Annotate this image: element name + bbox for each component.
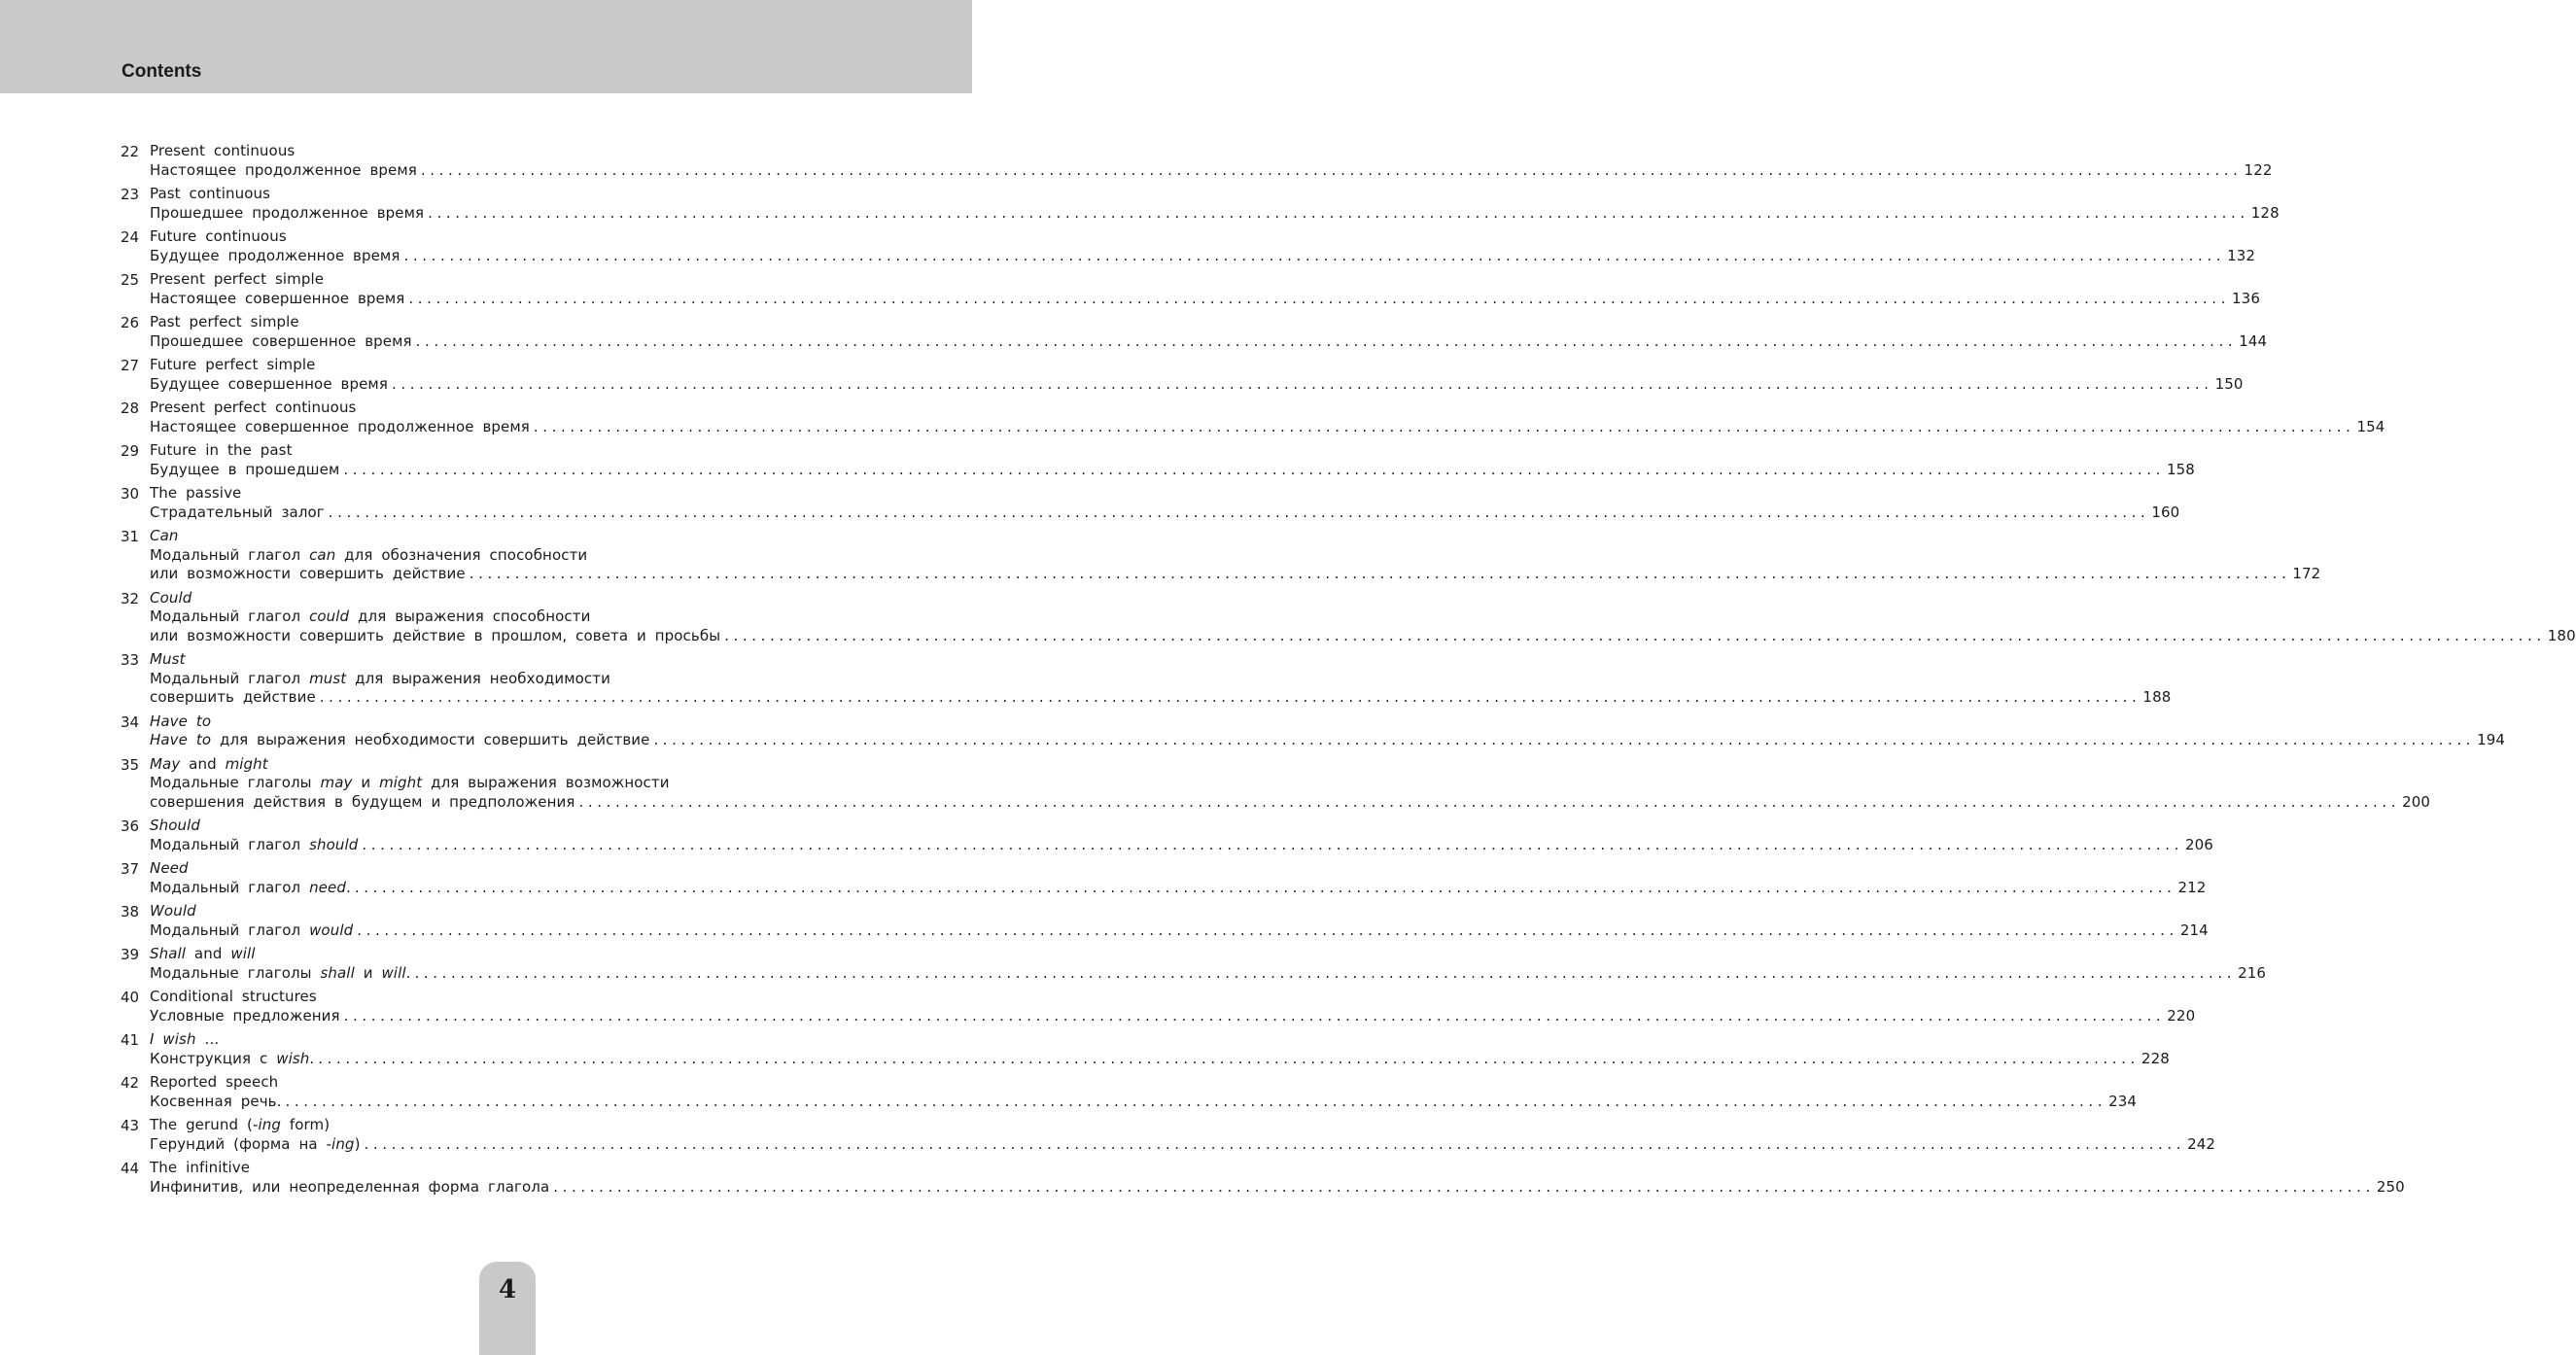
text-segment: Модальные глаголы — [150, 963, 321, 982]
chapter-description-line — [150, 731, 2505, 750]
chapter-description-line — [150, 374, 2244, 395]
text-segment: Future perfect simple — [150, 356, 316, 373]
dot-leader: ........................................................................................................................................................................................................ — [428, 203, 2249, 222]
italic-term: may — [320, 774, 353, 791]
chapter-subtitle-line — [150, 670, 892, 689]
page-reference: 160 — [2151, 503, 2180, 521]
text-segment: Модальный глагол — [150, 921, 310, 939]
chapter-number: 24 — [121, 228, 140, 246]
text-segment: . — [345, 878, 351, 896]
toc-entry — [121, 142, 2273, 180]
chapter-number: 28 — [121, 400, 140, 417]
text-segment: и — [354, 963, 382, 982]
text-segment: Будущее продолженное время — [150, 246, 400, 264]
chapter-title — [150, 142, 892, 161]
chapter-description-line — [150, 963, 2267, 984]
page-reference: 220 — [2167, 1006, 2196, 1025]
toc-entry — [121, 270, 2260, 308]
chapter-description-line — [150, 626, 2576, 646]
italic-term: Should — [150, 816, 201, 834]
dot-leader: ........................................................................................................................................................................................................ — [403, 246, 2226, 264]
chapter-description — [150, 879, 351, 898]
chapter-number: 32 — [121, 589, 140, 608]
chapter-number: 42 — [121, 1074, 140, 1092]
chapter-description — [150, 161, 417, 181]
page-number: 4 — [498, 1275, 517, 1304]
chapter-description-line — [150, 460, 2195, 480]
toc-entry — [121, 185, 2280, 223]
text-segment: для выражения способности — [349, 608, 591, 625]
chapter-title — [150, 755, 892, 775]
chapter-description — [150, 418, 530, 437]
chapter-title — [150, 816, 892, 836]
italic-term: can — [309, 545, 336, 564]
text-segment: Модальный глагол — [150, 608, 310, 625]
dot-leader: ........................................................................................................................................................................................................ — [364, 1134, 2186, 1153]
dot-leader: ........................................................................................................................................................................................................ — [318, 1049, 2140, 1067]
text-segment: для выражения возможности — [422, 774, 670, 791]
page-reference: 136 — [2232, 289, 2260, 307]
text-segment: совершения действия в будущем и предположения — [150, 792, 575, 811]
chapter-number: 44 — [121, 1160, 140, 1177]
page-reference: 212 — [2177, 878, 2207, 896]
page-reference: 228 — [2141, 1049, 2170, 1067]
chapter-description — [150, 461, 339, 480]
italic-term: will — [230, 945, 256, 962]
page-reference: 200 — [2402, 792, 2431, 811]
chapter-subtitle-line — [150, 774, 892, 793]
italic-term: Can — [150, 527, 179, 544]
chapter-number: 35 — [121, 755, 140, 774]
italic-term: wish — [276, 1049, 310, 1067]
text-segment: The passive — [150, 484, 242, 502]
italic-term: Must — [150, 650, 186, 668]
italic-term: would — [309, 921, 354, 939]
italic-term: -ing — [252, 1116, 281, 1133]
italic-term: Have to — [150, 712, 212, 730]
chapter-description — [150, 1050, 314, 1069]
toc-entry — [121, 650, 2172, 708]
page-reference: 234 — [2108, 1092, 2138, 1110]
text-segment: form) — [280, 1116, 331, 1133]
italic-term: could — [309, 608, 350, 625]
chapter-description — [150, 793, 574, 813]
chapter-number: 40 — [121, 989, 140, 1006]
chapter-description — [150, 964, 410, 984]
chapter-description-line — [150, 246, 2256, 266]
text-segment: Модальный глагол — [150, 669, 310, 687]
chapter-title — [150, 313, 892, 332]
dot-leader: ........................................................................................................................................................................................................ — [533, 417, 2355, 435]
chapter-description — [150, 688, 316, 708]
text-segment: для выражения необходимости — [346, 669, 610, 687]
toc-entry — [121, 1116, 2216, 1154]
chapter-description-line — [150, 921, 2209, 941]
chapter-description-line — [150, 1049, 2170, 1069]
toc-entry — [121, 527, 2321, 584]
text-segment: The gerund ( — [150, 1116, 253, 1133]
chapter-number: 25 — [121, 271, 140, 289]
chapter-description — [150, 836, 358, 855]
dot-leader: ........................................................................................................................................................................................................ — [420, 160, 2243, 179]
chapter-number: 23 — [121, 186, 140, 203]
chapter-description — [150, 731, 649, 750]
toc-entry — [121, 313, 2268, 351]
toc-entry — [121, 588, 2576, 646]
page-reference: 250 — [2376, 1177, 2405, 1196]
italic-term: will — [381, 963, 406, 982]
chapter-description-line — [150, 203, 2280, 224]
dot-leader: ........................................................................................................................................................................................................ — [362, 835, 2183, 853]
chapter-title — [150, 399, 892, 418]
text-segment: Past continuous — [150, 185, 271, 202]
toc-entry — [121, 816, 2213, 854]
chapter-title — [150, 484, 892, 504]
chapter-description — [150, 204, 424, 224]
table-of-contents — [121, 142, 2576, 1201]
chapter-description — [150, 1135, 361, 1155]
chapter-description-line — [150, 1006, 2196, 1026]
toc-entry — [121, 1030, 2170, 1068]
dot-leader: ........................................................................................................................................................................................................ — [724, 626, 2546, 644]
text-segment: Present continuous — [150, 142, 296, 159]
chapter-number: 39 — [121, 946, 140, 963]
dot-leader: ........................................................................................................................................................................................................ — [343, 460, 2166, 478]
page-reference: 158 — [2167, 460, 2195, 478]
chapter-number: 33 — [121, 651, 140, 669]
toc-entry — [121, 399, 2385, 436]
page-reference: 242 — [2187, 1134, 2216, 1153]
chapter-title — [150, 1073, 892, 1093]
page-reference: 154 — [2356, 417, 2385, 435]
dot-leader: ........................................................................................................................................................................................................ — [408, 289, 2231, 307]
chapter-description — [150, 1093, 281, 1112]
text-segment: Условные предложения — [150, 1006, 340, 1025]
text-segment: Future in the past — [150, 441, 293, 459]
dot-leader: ........................................................................................................................................................................................................ — [343, 1006, 2166, 1025]
text-segment: . — [405, 963, 411, 982]
dot-leader: ........................................................................................................................................................................................................ — [415, 331, 2238, 350]
italic-term: need — [309, 878, 346, 896]
text-segment: Будущее совершенное время — [150, 374, 388, 393]
page-reference: 128 — [2250, 203, 2280, 222]
chapter-title — [150, 589, 892, 608]
header-bar — [0, 0, 972, 93]
text-segment: … — [195, 1030, 220, 1048]
chapter-description — [150, 247, 400, 266]
chapter-title — [150, 270, 892, 290]
toc-entry — [121, 1159, 2405, 1197]
dot-leader: ........................................................................................................................................................................................................ — [328, 503, 2150, 521]
chapter-title — [150, 902, 892, 921]
chapter-description-line — [150, 1177, 2405, 1198]
text-segment: совершить действие — [150, 688, 316, 706]
page-reference: 214 — [2179, 921, 2209, 939]
chapter-title — [150, 1159, 892, 1178]
text-segment: Future continuous — [150, 227, 287, 245]
chapter-number: 30 — [121, 485, 140, 503]
chapter-title — [150, 712, 892, 732]
dot-leader: ........................................................................................................................................................................................................ — [553, 1177, 2375, 1196]
text-segment: Прошедшее продолженное время — [150, 203, 425, 222]
toc-entry — [121, 1073, 2138, 1111]
dot-leader: ........................................................................................................................................................................................................ — [414, 963, 2237, 982]
text-segment: Страдательный залог — [150, 503, 325, 521]
chapter-description — [150, 375, 388, 395]
text-segment: Инфинитив, или неопределенная форма глагола — [150, 1177, 550, 1196]
text-segment: Reported speech — [150, 1073, 279, 1091]
page-reference: 188 — [2142, 688, 2172, 706]
text-segment: Модальный глагол — [150, 545, 310, 564]
chapter-description-line — [150, 878, 2207, 898]
chapter-description-line — [150, 1134, 2216, 1155]
chapter-number: 26 — [121, 314, 140, 331]
text-segment: . — [309, 1049, 315, 1067]
chapter-number: 36 — [121, 817, 140, 835]
chapter-title — [150, 945, 892, 964]
text-segment: и — [352, 774, 380, 791]
chapter-description-line — [150, 417, 2385, 437]
dot-leader: ........................................................................................................................................................................................................ — [354, 878, 2176, 896]
text-segment: Настоящее продолженное время — [150, 160, 417, 179]
italic-term: should — [309, 835, 359, 853]
chapter-title — [150, 227, 892, 247]
chapter-title — [150, 1030, 892, 1050]
page-number-tab — [479, 1262, 536, 1355]
chapter-description-line — [150, 565, 2321, 584]
dot-leader: ........................................................................................................................................................................................................ — [319, 688, 2141, 706]
text-segment: Present perfect continuous — [150, 399, 357, 416]
dot-leader: ........................................................................................................................................................................................................ — [653, 731, 2476, 748]
chapter-description-line — [150, 331, 2268, 352]
chapter-number: 27 — [121, 357, 140, 374]
text-segment: Настоящее совершенное время — [150, 289, 405, 307]
text-segment: Конструкция с — [150, 1049, 277, 1067]
chapter-description — [150, 627, 720, 646]
text-segment: Модальный глагол — [150, 835, 310, 853]
chapter-number: 22 — [121, 143, 140, 160]
page-reference: 172 — [2292, 565, 2321, 582]
chapter-description-line — [150, 289, 2260, 309]
italic-term: Would — [150, 902, 196, 920]
chapter-number: 31 — [121, 528, 140, 545]
toc-entry — [121, 945, 2267, 983]
toc-entry — [121, 227, 2256, 265]
text-segment: The infinitive — [150, 1159, 251, 1176]
dot-leader: ........................................................................................................................................................................................................ — [285, 1092, 2107, 1110]
page-reference: 194 — [2477, 731, 2505, 748]
toc-entry — [121, 988, 2196, 1025]
toc-entry — [121, 902, 2209, 940]
italic-term: might — [379, 774, 423, 791]
chapter-number: 38 — [121, 903, 140, 921]
page-reference: 216 — [2238, 963, 2267, 982]
toc-entry — [121, 859, 2207, 897]
text-segment: Прошедшее совершенное время — [150, 331, 412, 350]
dot-leader: ........................................................................................................................................................................................................ — [391, 374, 2213, 393]
chapter-description — [150, 1007, 340, 1026]
toc-entry — [121, 754, 2431, 813]
page-reference: 150 — [2214, 374, 2244, 393]
text-segment: для выражения необходимости совершить действие — [211, 731, 650, 748]
italic-term: shall — [320, 963, 355, 982]
chapter-number: 34 — [121, 712, 140, 731]
chapter-subtitle-line — [150, 546, 892, 566]
chapter-title — [150, 1116, 892, 1135]
chapter-title — [150, 988, 892, 1007]
page-title: Contents — [122, 61, 202, 82]
dot-leader: ........................................................................................................................................................................................................ — [578, 792, 2401, 811]
italic-term: I wish — [150, 1030, 196, 1048]
chapter-description — [150, 921, 353, 941]
text-segment: для обозначения способности — [335, 545, 588, 564]
chapter-number: 29 — [121, 442, 140, 460]
chapter-description-line — [150, 792, 2431, 813]
chapter-description — [150, 332, 412, 352]
dot-leader: ........................................................................................................................................................................................................ — [357, 921, 2178, 939]
italic-term: Could — [150, 588, 192, 607]
dot-leader: ........................................................................................................................................................................................................ — [469, 565, 2291, 582]
page-reference: 206 — [2184, 835, 2213, 853]
italic-term: May — [150, 754, 181, 773]
italic-term: must — [309, 669, 347, 687]
text-segment: Модальный глагол — [150, 878, 310, 896]
italic-term: -ing — [326, 1134, 355, 1153]
text-segment: Герундий (форма на — [150, 1134, 327, 1153]
page-reference: 144 — [2239, 331, 2268, 350]
text-segment: ) — [354, 1134, 361, 1153]
italic-term: might — [225, 754, 268, 773]
chapter-description — [150, 565, 466, 584]
page-reference: 180 — [2547, 626, 2576, 644]
chapter-description — [150, 290, 404, 309]
chapter-number: 41 — [121, 1031, 140, 1049]
italic-term: Have to — [150, 731, 212, 748]
italic-term: Shall — [150, 945, 187, 962]
chapter-title — [150, 650, 892, 670]
chapter-description-line — [150, 160, 2273, 181]
text-segment: Косвенная речь. — [150, 1092, 282, 1110]
toc-entry — [121, 484, 2180, 522]
text-segment: Present perfect simple — [150, 270, 325, 288]
chapter-number: 37 — [121, 860, 140, 878]
chapter-subtitle-line — [150, 608, 892, 627]
chapter-title — [150, 527, 892, 546]
chapter-description-line — [150, 835, 2213, 855]
chapter-title — [150, 356, 892, 375]
page-reference: 122 — [2244, 160, 2273, 179]
chapter-title — [150, 185, 892, 204]
chapter-description-line — [150, 1092, 2138, 1112]
text-segment: Conditional structures — [150, 988, 317, 1005]
chapter-description — [150, 1178, 549, 1198]
text-segment: или возможности совершить действие — [150, 565, 466, 582]
text-segment: или возможности совершить действие в прошлом, совета и просьбы — [150, 626, 721, 644]
chapter-number: 43 — [121, 1117, 140, 1134]
italic-term: Need — [150, 859, 189, 877]
toc-entry — [121, 712, 2505, 750]
toc-entry — [121, 441, 2195, 479]
chapter-title — [150, 859, 892, 879]
page-reference: 132 — [2227, 246, 2256, 264]
toc-entry — [121, 356, 2244, 394]
text-segment: Модальные глаголы — [150, 774, 321, 791]
text-segment: Past perfect simple — [150, 313, 299, 330]
chapter-description — [150, 504, 325, 523]
text-segment: and — [180, 754, 226, 773]
chapter-description-line — [150, 688, 2172, 708]
text-segment: Настоящее совершенное продолженное время — [150, 417, 530, 435]
chapter-title — [150, 441, 892, 461]
text-segment: Будущее в прошедшем — [150, 460, 340, 478]
text-segment: and — [186, 945, 231, 962]
chapter-description-line — [150, 503, 2180, 523]
